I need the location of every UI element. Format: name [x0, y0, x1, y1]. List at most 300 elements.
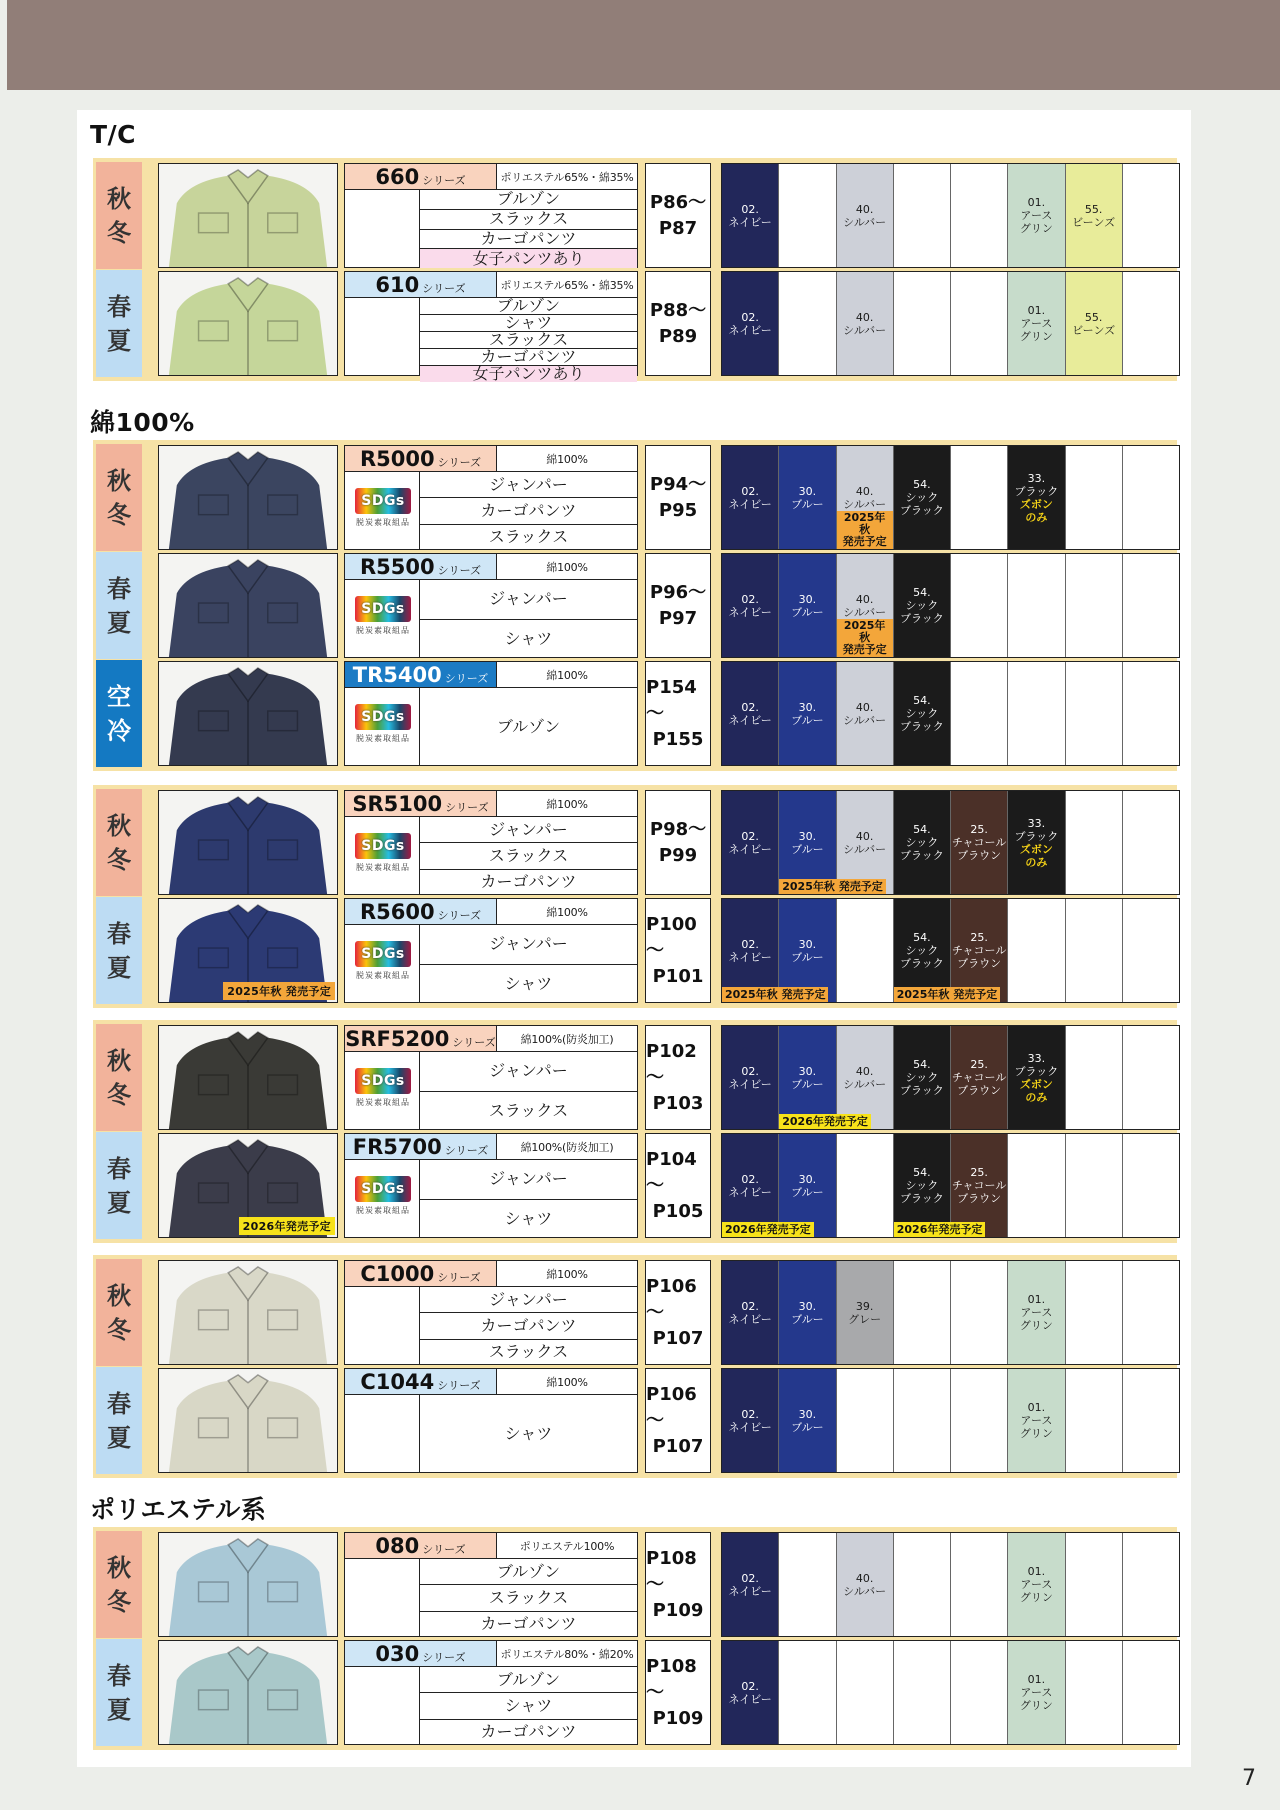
page-ref-line: P108～: [646, 1655, 697, 1703]
color-swatch[interactable]: [779, 1261, 836, 1364]
color-swatch[interactable]: [837, 554, 894, 657]
swatch-text: [1014, 472, 1058, 524]
series-name[interactable]: [345, 272, 496, 297]
color-swatch[interactable]: [1123, 164, 1179, 267]
fabric-composition: 綿100%(防炎加工): [496, 1134, 637, 1159]
product-photo[interactable]: [158, 271, 338, 376]
color-swatch[interactable]: [837, 1261, 894, 1364]
item-name: カーゴパンツ: [420, 230, 637, 250]
swatch-label: 55. ビーンズ: [1072, 202, 1116, 229]
color-swatch[interactable]: [951, 164, 1008, 267]
season-char: 冬: [107, 500, 131, 529]
swatch-text: [900, 1058, 944, 1097]
series-info: [344, 1260, 638, 1365]
item-list: [420, 296, 637, 383]
series-name[interactable]: [345, 1134, 496, 1159]
series-name[interactable]: [345, 1369, 496, 1394]
color-swatch[interactable]: [1008, 1369, 1065, 1472]
sdgs-logo: SDGs: [355, 1176, 411, 1202]
release-badge: 2025年秋 発売予定: [779, 879, 885, 894]
swatch-text: [728, 311, 771, 337]
color-swatch[interactable]: [951, 1641, 1008, 1744]
page-ref-line: P95: [658, 499, 698, 521]
product-row: [96, 789, 1174, 896]
series-name[interactable]: [345, 1533, 496, 1558]
color-swatch[interactable]: [1008, 1026, 1065, 1129]
item-name: シャツ: [420, 1693, 637, 1719]
color-swatch[interactable]: [779, 1369, 836, 1472]
season-char: 夏: [107, 326, 131, 355]
color-swatch[interactable]: [1066, 899, 1123, 1002]
product-photo[interactable]: [158, 1025, 338, 1130]
color-swatch[interactable]: [837, 1641, 894, 1744]
color-swatch[interactable]: [1008, 1641, 1065, 1744]
color-swatch[interactable]: [894, 1369, 951, 1472]
series-suffix: シリーズ: [422, 174, 466, 187]
sdgs-badge: [355, 941, 411, 985]
season-label: [96, 552, 142, 659]
color-swatch[interactable]: [894, 791, 951, 894]
swatch-label: 30. ブルー: [791, 484, 824, 511]
series-name[interactable]: [345, 1261, 496, 1286]
color-swatches: [721, 1133, 1180, 1238]
color-swatch[interactable]: [1066, 662, 1123, 765]
color-swatch[interactable]: [951, 446, 1008, 549]
fabric-composition: 綿100%: [496, 446, 637, 471]
color-swatch[interactable]: [951, 791, 1008, 894]
season-label: [96, 1259, 142, 1366]
swatch-text: [843, 311, 886, 337]
color-swatch[interactable]: [779, 554, 836, 657]
season-label: [96, 270, 142, 377]
series-name[interactable]: [345, 899, 496, 924]
series-info: [344, 271, 638, 383]
color-swatch[interactable]: [894, 662, 951, 765]
page-reference[interactable]: [645, 661, 711, 766]
page-reference[interactable]: [645, 1260, 711, 1365]
color-swatches: [721, 553, 1180, 658]
color-swatch[interactable]: [1066, 1369, 1123, 1472]
color-swatch[interactable]: [951, 1026, 1008, 1129]
season-char: 冬: [107, 1587, 131, 1616]
series-info: [344, 898, 638, 1003]
color-swatch[interactable]: [1066, 1134, 1123, 1237]
color-swatch[interactable]: [1066, 1026, 1123, 1129]
color-swatch[interactable]: [894, 1026, 951, 1129]
swatch-label: 54. シック ブラック: [899, 694, 944, 733]
product-photo[interactable]: [158, 163, 338, 268]
swatch-text: [728, 203, 771, 229]
item-list: [420, 817, 637, 895]
product-photo[interactable]: [158, 1260, 338, 1365]
page-ref-line: P109: [652, 1599, 704, 1621]
color-swatch[interactable]: [951, 1533, 1008, 1636]
release-badge: 2025年秋 発売予定: [894, 987, 1000, 1002]
series-code: 610: [375, 273, 420, 297]
color-swatch[interactable]: [894, 164, 951, 267]
product-photo[interactable]: [158, 1133, 338, 1238]
product-row: [96, 162, 1174, 269]
item-name: シャツ: [420, 315, 637, 332]
color-swatch[interactable]: [1008, 164, 1065, 267]
season-label: [96, 444, 142, 551]
info-left: [345, 580, 420, 658]
color-swatch[interactable]: [951, 554, 1008, 657]
season-char: 秋: [107, 1281, 131, 1310]
page-reference[interactable]: [645, 1640, 711, 1745]
season-char: 春: [107, 574, 131, 603]
product-photo[interactable]: [158, 661, 338, 766]
swatch-text: [791, 593, 824, 619]
pants-only-note: ズボン のみ: [1019, 842, 1053, 869]
color-swatch[interactable]: [894, 1641, 951, 1744]
color-swatch[interactable]: [722, 272, 779, 375]
color-swatch[interactable]: [837, 1533, 894, 1636]
page-ref-line: P86～: [649, 191, 707, 213]
release-badge: 2026年発売予定: [894, 1222, 986, 1237]
color-swatch[interactable]: [1008, 1261, 1065, 1364]
sdgs-logo: SDGs: [355, 596, 411, 622]
item-list: [420, 580, 637, 658]
color-swatch[interactable]: [722, 446, 779, 549]
color-swatch[interactable]: [1066, 272, 1123, 375]
color-swatch[interactable]: [779, 446, 836, 549]
swatch-text: [728, 1300, 771, 1326]
item-name: スラックス: [488, 527, 569, 547]
jacket-illustration: [159, 272, 337, 375]
color-swatch[interactable]: [1008, 1134, 1065, 1237]
swatch-label: 40. シルバー: [843, 202, 887, 229]
page-reference[interactable]: [645, 163, 711, 268]
color-swatch[interactable]: [1066, 791, 1123, 894]
sdgs-logo: SDGs: [355, 833, 411, 859]
page-reference[interactable]: [645, 1532, 711, 1637]
color-swatch[interactable]: [1123, 662, 1179, 765]
page-ref-line: P107: [652, 1327, 704, 1349]
product-photo[interactable]: [158, 553, 338, 658]
product-photo[interactable]: [158, 1532, 338, 1637]
series-name[interactable]: [345, 554, 496, 579]
color-swatch[interactable]: [1066, 164, 1123, 267]
swatch-text: [728, 830, 771, 856]
fabric-composition: ポリエステル65%・綿35%: [496, 164, 637, 189]
color-swatch[interactable]: [951, 272, 1008, 375]
series-suffix: シリーズ: [444, 1144, 489, 1157]
info-left: [345, 1667, 420, 1745]
product-row: [96, 1367, 1174, 1474]
swatch-text: [728, 1572, 771, 1598]
sdgs-caption: 脱炭素取組品: [356, 734, 410, 743]
series-header: [345, 272, 637, 298]
page-ref-line: P106～: [646, 1383, 697, 1431]
series-header: [345, 164, 637, 190]
swatch-text: [952, 1166, 1006, 1205]
color-swatch[interactable]: [894, 1261, 951, 1364]
item-name: ブルゾン: [420, 190, 637, 210]
season-char: 春: [107, 1661, 131, 1690]
series-name[interactable]: [345, 1641, 496, 1666]
series-header: [345, 1026, 637, 1052]
swatch-text: [728, 938, 771, 964]
series-code: C1000: [360, 1262, 435, 1286]
color-swatch[interactable]: [779, 164, 836, 267]
product-photo[interactable]: [158, 445, 338, 550]
sdgs-caption: 脱炭素取組品: [356, 1098, 410, 1107]
season-char: 空: [107, 682, 131, 711]
series-header: [345, 1641, 637, 1667]
product-row: [96, 1259, 1174, 1366]
product-row: [96, 897, 1174, 1004]
series-code: R5600: [359, 900, 435, 924]
series-suffix: シリーズ: [422, 1543, 466, 1556]
swatch-text: [1020, 1565, 1053, 1604]
info-left: [345, 298, 420, 376]
color-swatch[interactable]: [1066, 1533, 1123, 1636]
item-list: [420, 1395, 637, 1473]
release-badge: 2025年秋 発売予定: [223, 982, 335, 1000]
color-swatch[interactable]: [779, 662, 836, 765]
color-swatch[interactable]: [722, 1641, 779, 1744]
swatch-label: 55. ビーンズ: [1072, 310, 1116, 337]
swatch-label: 54. シック ブラック: [899, 931, 944, 970]
season-label: [96, 1531, 142, 1638]
color-swatch[interactable]: [779, 1641, 836, 1744]
color-swatch[interactable]: [1123, 1533, 1179, 1636]
color-swatch[interactable]: [722, 662, 779, 765]
color-swatch[interactable]: [894, 446, 951, 549]
page-reference[interactable]: [645, 898, 711, 1003]
series-info: [344, 1025, 638, 1130]
swatch-text: [728, 1065, 771, 1091]
series-code: C1044: [360, 1370, 435, 1394]
color-swatch[interactable]: [1123, 1641, 1179, 1744]
release-badge: 2026年発売予定: [779, 1114, 871, 1129]
season-label: [96, 1024, 142, 1131]
color-swatches: [721, 271, 1180, 376]
color-swatch[interactable]: [1008, 272, 1065, 375]
item-name: スラックス: [420, 843, 637, 869]
page-ref-line: P106～: [646, 1275, 697, 1323]
color-swatch[interactable]: [894, 554, 951, 657]
color-swatch[interactable]: [1008, 791, 1065, 894]
page-ref-line: P102～: [646, 1040, 697, 1088]
color-swatch[interactable]: [722, 164, 779, 267]
header-bar: [7, 0, 1280, 90]
page-ref-line: P94～: [649, 473, 707, 495]
series-name[interactable]: [345, 1026, 496, 1051]
color-swatch[interactable]: [1008, 446, 1065, 549]
page-ref-line: P97: [658, 607, 698, 629]
color-swatch[interactable]: [837, 164, 894, 267]
swatch-label: 33. ブラック: [1014, 471, 1059, 498]
color-swatch[interactable]: [1123, 899, 1179, 1002]
season-label: [96, 1367, 142, 1474]
item-list: [420, 925, 637, 1003]
sdgs-badge: [355, 833, 411, 877]
page-ref-line: P100～: [646, 913, 697, 961]
color-swatch[interactable]: [722, 791, 779, 894]
swatch-label: 01. アース グリン: [1019, 304, 1053, 343]
swatch-text: [1020, 196, 1053, 235]
swatch-label: 02. ネイビー: [728, 1679, 772, 1706]
color-swatch[interactable]: [1123, 272, 1179, 375]
color-swatch[interactable]: [779, 1533, 836, 1636]
color-swatch[interactable]: [837, 1369, 894, 1472]
swatch-text: [1020, 1401, 1053, 1440]
season-char: 冬: [107, 1080, 131, 1109]
color-swatch[interactable]: [722, 554, 779, 657]
page-reference[interactable]: [645, 1133, 711, 1238]
page-ref-line: P98～: [649, 818, 707, 840]
series-name[interactable]: [345, 164, 496, 189]
swatch-label: 02. ネイビー: [728, 202, 772, 229]
item-list: [420, 1667, 637, 1745]
info-left: [345, 1287, 420, 1365]
page-reference[interactable]: [645, 271, 711, 376]
color-swatch[interactable]: [1008, 662, 1065, 765]
color-swatch[interactable]: [779, 272, 836, 375]
color-swatch[interactable]: [722, 1261, 779, 1364]
color-swatch[interactable]: [837, 1134, 894, 1237]
series-code: 030: [375, 1642, 420, 1666]
item-name: シャツ: [504, 628, 553, 648]
season-label: [96, 660, 142, 767]
color-swatch[interactable]: [951, 1261, 1008, 1364]
season-char: 冬: [107, 1315, 131, 1344]
color-swatch[interactable]: [837, 662, 894, 765]
release-badge: 2025年秋 発売予定: [837, 511, 893, 549]
page-reference[interactable]: [645, 790, 711, 895]
item-name: ブルゾン: [420, 1559, 637, 1585]
swatch-text: [900, 478, 944, 517]
color-swatch[interactable]: [1123, 1261, 1179, 1364]
sdgs-badge: [355, 596, 411, 640]
series-suffix: シリーズ: [452, 1036, 496, 1049]
color-swatch[interactable]: [722, 1533, 779, 1636]
product-photo[interactable]: [158, 898, 338, 1003]
color-swatch[interactable]: [894, 1533, 951, 1636]
swatch-text: [791, 830, 824, 856]
color-swatch[interactable]: [951, 662, 1008, 765]
product-photo[interactable]: [158, 790, 338, 895]
item-name: ブルゾン: [420, 1667, 637, 1693]
series-info: [344, 553, 638, 658]
product-photo[interactable]: [158, 1640, 338, 1745]
color-swatch[interactable]: [837, 272, 894, 375]
swatch-text: [843, 203, 886, 229]
season-label: [96, 1639, 142, 1746]
color-swatch[interactable]: [722, 1026, 779, 1129]
color-swatch[interactable]: [722, 1369, 779, 1472]
swatch-text: [728, 701, 771, 727]
page-ref-line: P101: [652, 965, 704, 987]
fabric-composition: 綿100%(防炎加工): [496, 1026, 637, 1051]
color-swatch[interactable]: [1123, 1026, 1179, 1129]
product-row: [96, 660, 1174, 767]
jacket-illustration: [159, 1641, 337, 1744]
swatch-text: [952, 1058, 1006, 1097]
season-char: 夏: [107, 1423, 131, 1452]
info-left: [345, 1559, 420, 1637]
color-swatch[interactable]: [1123, 554, 1179, 657]
sdgs-caption: 脱炭素取組品: [356, 1206, 410, 1215]
item-list: [420, 1052, 637, 1130]
jacket-illustration: [159, 1261, 337, 1364]
swatch-text: [843, 485, 886, 511]
swatch-text: [728, 593, 771, 619]
color-swatch[interactable]: [1123, 791, 1179, 894]
series-name[interactable]: [345, 662, 496, 687]
info-left: [345, 1160, 420, 1238]
series-name[interactable]: [345, 791, 496, 816]
color-swatch[interactable]: [837, 899, 894, 1002]
color-swatch[interactable]: [1123, 446, 1179, 549]
season-char: 春: [107, 1154, 131, 1183]
fabric-composition: ポリエステル100%: [496, 1533, 637, 1558]
color-swatch[interactable]: [1008, 1533, 1065, 1636]
page-ref-line: P108～: [646, 1547, 697, 1595]
fabric-composition: 綿100%: [496, 791, 637, 816]
color-swatch[interactable]: [1008, 554, 1065, 657]
season-label: [96, 1132, 142, 1239]
series-info: [344, 1640, 638, 1745]
series-suffix: シリーズ: [437, 1379, 481, 1392]
color-swatch[interactable]: [837, 446, 894, 549]
color-swatch[interactable]: [1123, 1134, 1179, 1237]
color-swatch[interactable]: [951, 1369, 1008, 1472]
product-photo[interactable]: [158, 1368, 338, 1473]
series-code: 660: [375, 165, 420, 189]
item-name: ジャンパー: [420, 1052, 637, 1092]
season-label: [96, 162, 142, 269]
swatch-label: 01. アース グリン: [1019, 196, 1053, 235]
swatch-text: [1020, 1293, 1053, 1332]
color-swatch[interactable]: [894, 272, 951, 375]
color-swatch[interactable]: [1008, 899, 1065, 1002]
page-reference[interactable]: [645, 1368, 711, 1473]
page-reference[interactable]: [645, 445, 711, 550]
page-reference[interactable]: [645, 553, 711, 658]
page-ref-line: P107: [652, 1435, 704, 1457]
swatch-label: 02. ネイビー: [728, 1571, 772, 1598]
swatch-label: 02. ネイビー: [728, 592, 772, 619]
swatch-text: [1014, 1052, 1058, 1104]
page-ref-line: P96～: [649, 581, 707, 603]
color-swatch[interactable]: [1066, 1641, 1123, 1744]
swatch-text: [791, 701, 824, 727]
color-swatch[interactable]: [1066, 554, 1123, 657]
swatch-text: [791, 485, 824, 511]
sdgs-caption: 脱炭素取組品: [356, 863, 410, 872]
series-name[interactable]: [345, 446, 496, 471]
swatch-label: 02. ネイビー: [728, 1407, 772, 1434]
swatch-label: 01. アース グリン: [1019, 1401, 1053, 1440]
item-name: ジャンパー: [420, 817, 637, 843]
color-swatch[interactable]: [1066, 1261, 1123, 1364]
page-reference[interactable]: [645, 1025, 711, 1130]
color-swatch[interactable]: [1123, 1369, 1179, 1472]
swatch-text: [728, 1173, 771, 1199]
season-char: 夏: [107, 1695, 131, 1724]
item-name: シャツ: [504, 973, 553, 993]
swatch-text: [1072, 203, 1115, 229]
section-title: T/C: [90, 120, 137, 149]
season-char: 夏: [107, 1188, 131, 1217]
swatch-label: 33. ブラック: [1014, 1051, 1059, 1078]
color-swatch[interactable]: [1066, 446, 1123, 549]
swatch-text: [843, 593, 886, 619]
swatch-text: [952, 931, 1006, 970]
